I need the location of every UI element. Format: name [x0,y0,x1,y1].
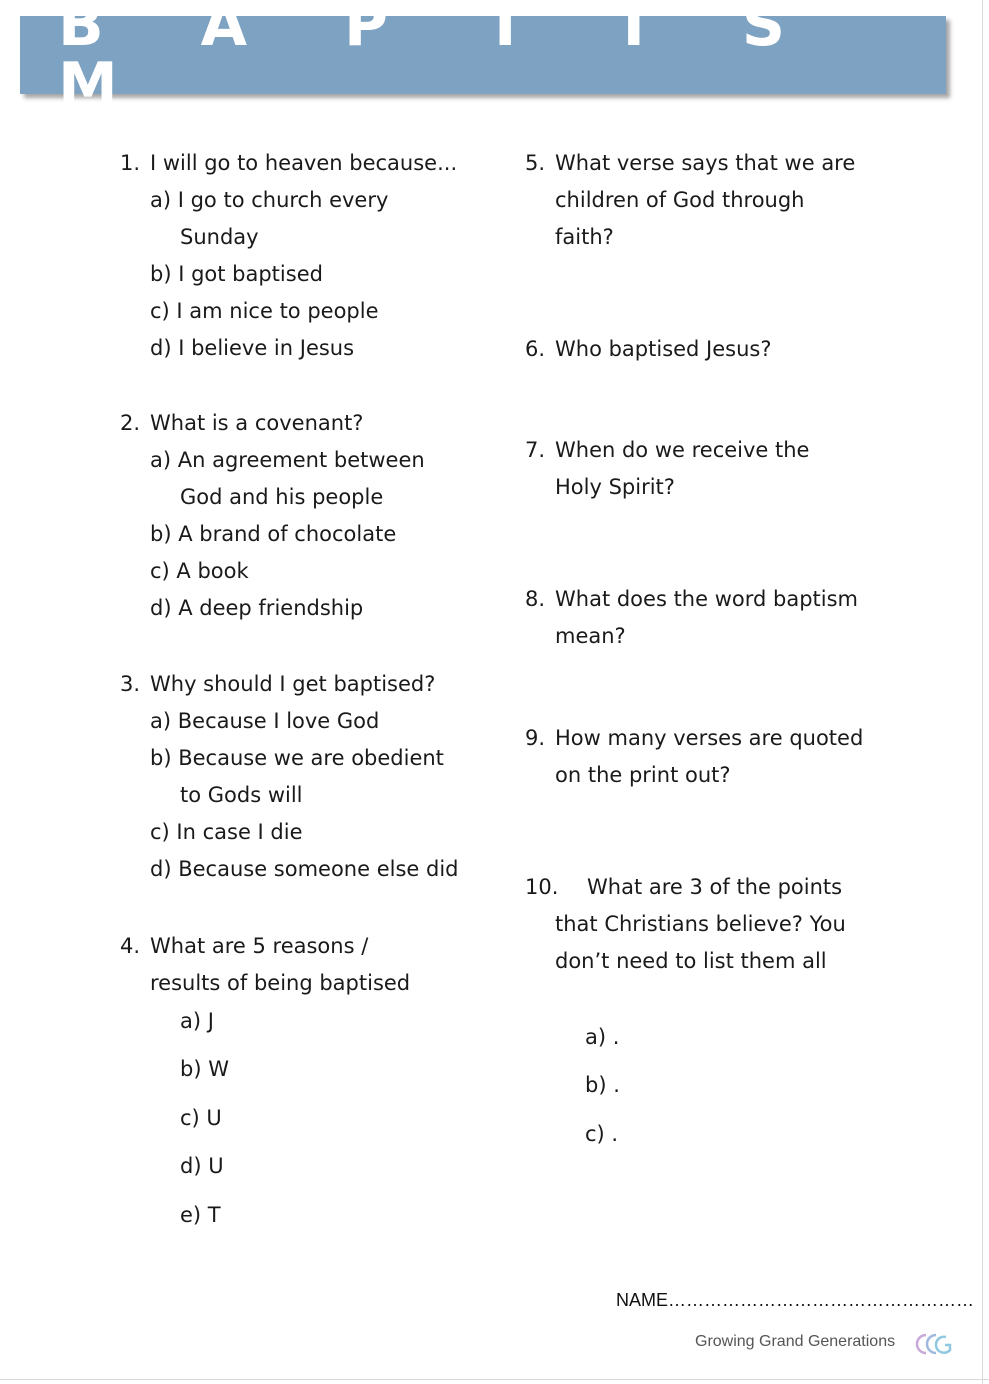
question-text-continued: children of God through [555,188,805,212]
answer-blank-c: c) . [585,1122,619,1146]
option-a: a) I go to church every [150,188,389,212]
question-text: Who baptised Jesus? [555,337,772,361]
title-banner [20,0,946,120]
option-a-continued: Sunday [180,225,259,249]
page-title: B A P T I S M [58,0,824,120]
question-number: 3. [120,672,141,696]
option-a: a) Because I love God [150,709,380,733]
question-text: How many verses are quoted [555,726,864,750]
option-b: b) Because we are obedient [150,746,444,770]
question-number: 10. [525,875,559,899]
question-9 [525,720,863,794]
question-6 [525,331,772,368]
question-text: Why should I get baptised? [150,672,436,696]
question-text-continued: results of being baptised [150,971,411,995]
footer-brand-text: Growing Grand Generations [695,1333,896,1350]
option-d: d) Because someone else did [150,857,459,881]
question-text-continued: faith? [555,225,614,249]
question-text: I will go to heaven because... [150,151,458,175]
name-field-label: NAME…………………………………………… [616,1290,975,1310]
answer-blank-c: c) U [180,1106,222,1130]
question-text: What does the word baptism [555,587,858,611]
question-5 [525,145,855,256]
question-number: 2. [120,411,141,435]
question-10 [525,869,846,980]
page-edge-bottom [0,1379,989,1380]
question-1 [120,145,457,367]
question-2 [120,405,425,627]
option-c: c) A book [150,559,249,583]
question-8 [525,581,858,655]
answer-blank-a: a) . [585,1025,620,1049]
question-number: 8. [525,587,546,611]
option-b-continued: to Gods will [180,783,303,807]
question-text-continued: mean? [555,624,626,648]
option-c: c) I am nice to people [150,299,379,323]
answer-blank-b: b) W [180,1057,229,1081]
question-number: 4. [120,934,141,958]
option-a: a) An agreement between [150,448,425,472]
page-edge-right [982,0,983,1384]
question-number: 6. [525,337,546,361]
answer-blank-d: d) U [180,1154,224,1178]
question-text: What is a covenant? [150,411,364,435]
option-d: d) I believe in Jesus [150,336,355,360]
question-number: 1. [120,151,141,175]
option-d: d) A deep friendship [150,596,364,620]
question-number: 5. [525,151,546,175]
answer-blank-e: e) T [180,1203,221,1227]
option-b: b) A brand of chocolate [150,522,397,546]
option-b: b) I got baptised [150,262,323,286]
question-text: What are 3 of the points [587,875,843,899]
question-text-continued: that Christians believe? You [555,912,846,936]
question-text-continued: Holy Spirit? [555,475,675,499]
option-c: c) In case I die [150,820,303,844]
question-number: 7. [525,438,546,462]
question-text: When do we receive the [555,438,810,462]
question-text: What verse says that we are [555,151,856,175]
question-number: 9. [525,726,546,750]
question-4 [120,928,410,1002]
question-3 [120,666,459,888]
answer-blank-b: b) . [585,1073,620,1097]
brand-logo-icon [912,1330,958,1362]
question-text-continued: on the print out? [555,763,731,787]
option-a-continued: God and his people [180,485,384,509]
question-text: What are 5 reasons / [150,934,369,958]
question-7 [525,432,809,506]
question-text-continued: don’t need to list them all [555,949,827,973]
answer-blank-a: a) J [180,1009,214,1033]
